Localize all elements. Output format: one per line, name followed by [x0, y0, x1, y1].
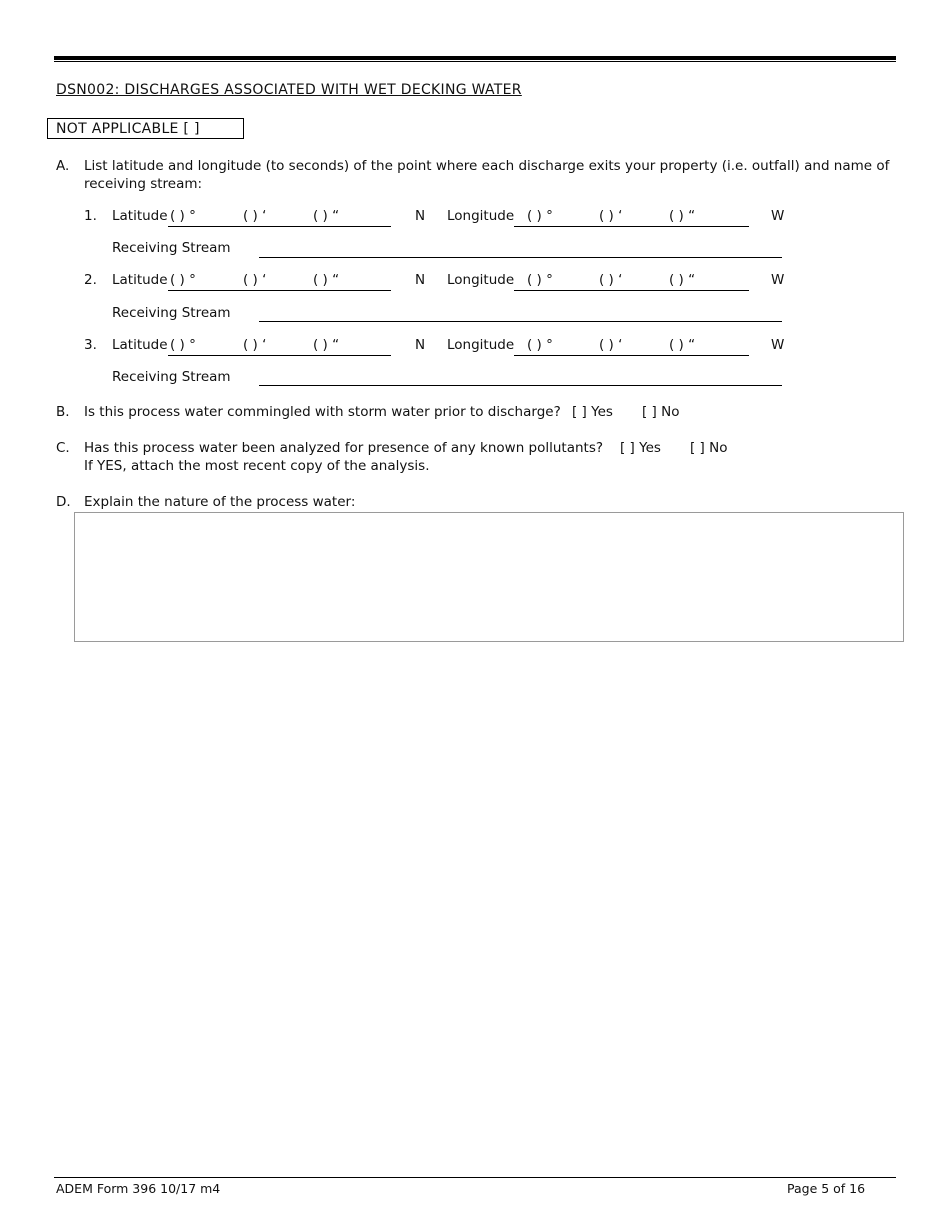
- longitude-minutes-field[interactable]: ( ) ‘: [599, 272, 623, 288]
- footer-rule: [54, 1177, 896, 1178]
- longitude-label: Longitude: [447, 337, 515, 353]
- latitude-hemisphere: N: [415, 337, 426, 353]
- latitude-minutes-field[interactable]: ( ) ‘: [243, 208, 267, 224]
- question-c-yes-checkbox[interactable]: [ ] Yes: [620, 440, 661, 456]
- latitude-minutes-field[interactable]: ( ) ‘: [243, 272, 267, 288]
- footer-page-number: Page 5 of 16: [787, 1181, 866, 1196]
- question-b-text: Is this process water commingled with storm water prior to discharge?: [84, 404, 561, 420]
- top-rule-thick: [54, 56, 896, 60]
- receiving-stream-label: Receiving Stream: [112, 305, 231, 321]
- longitude-seconds-field[interactable]: ( ) “: [669, 272, 696, 288]
- latitude-underline: [168, 226, 391, 227]
- longitude-label: Longitude: [447, 272, 515, 288]
- not-applicable-label: NOT APPLICABLE [ ]: [56, 121, 200, 137]
- section-title: DSN002: DISCHARGES ASSOCIATED WITH WET DECKING WATER: [56, 82, 522, 98]
- latitude-label: Latitude: [112, 272, 168, 288]
- latitude-label: Latitude: [112, 337, 168, 353]
- latitude-seconds-field[interactable]: ( ) “: [313, 272, 340, 288]
- entry-number: 2.: [84, 272, 97, 288]
- question-a-letter: A.: [56, 158, 70, 174]
- question-c-no-checkbox[interactable]: [ ] No: [690, 440, 728, 456]
- latitude-degrees-field[interactable]: ( ) °: [170, 208, 196, 224]
- longitude-minutes-field[interactable]: ( ) ‘: [599, 208, 623, 224]
- latitude-seconds-field[interactable]: ( ) “: [313, 208, 340, 224]
- longitude-hemisphere: W: [771, 208, 785, 224]
- latitude-degrees-field[interactable]: ( ) °: [170, 272, 196, 288]
- process-water-explanation-textarea[interactable]: [74, 512, 904, 642]
- longitude-seconds-field[interactable]: ( ) “: [669, 337, 696, 353]
- question-c-note: If YES, attach the most recent copy of the analysis.: [84, 458, 430, 474]
- question-d-letter: D.: [56, 494, 71, 510]
- latitude-hemisphere: N: [415, 208, 426, 224]
- question-b-letter: B.: [56, 404, 70, 420]
- longitude-hemisphere: W: [771, 272, 785, 288]
- receiving-stream-label: Receiving Stream: [112, 369, 231, 385]
- latitude-underline: [168, 290, 391, 291]
- longitude-underline: [514, 290, 749, 291]
- longitude-seconds-field[interactable]: ( ) “: [669, 208, 696, 224]
- longitude-underline: [514, 355, 749, 356]
- latitude-hemisphere: N: [415, 272, 426, 288]
- question-a-text-line1: List latitude and longitude (to seconds) of the point where each discharge exits your property (i.e. outfall) and name of: [84, 158, 890, 174]
- longitude-minutes-field[interactable]: ( ) ‘: [599, 337, 623, 353]
- not-applicable-checkbox[interactable]: [47, 118, 244, 139]
- longitude-label: Longitude: [447, 208, 515, 224]
- question-c-text: Has this process water been analyzed for presence of any known pollutants?: [84, 440, 604, 456]
- entry-number: 3.: [84, 337, 97, 353]
- question-c-letter: C.: [56, 440, 70, 456]
- footer-form-id: ADEM Form 396 10/17 m4: [56, 1181, 221, 1196]
- latitude-seconds-field[interactable]: ( ) “: [313, 337, 340, 353]
- question-d-text: Explain the nature of the process water:: [84, 494, 356, 510]
- longitude-degrees-field[interactable]: ( ) °: [527, 337, 553, 353]
- longitude-degrees-field[interactable]: ( ) °: [527, 208, 553, 224]
- question-a-text-line2: receiving stream:: [84, 176, 203, 192]
- top-rule-thin: [54, 61, 896, 62]
- receiving-stream-field[interactable]: [259, 257, 782, 258]
- latitude-label: Latitude: [112, 208, 168, 224]
- entry-number: 1.: [84, 208, 97, 224]
- receiving-stream-field[interactable]: [259, 321, 782, 322]
- receiving-stream-label: Receiving Stream: [112, 240, 231, 256]
- longitude-hemisphere: W: [771, 337, 785, 353]
- latitude-underline: [168, 355, 391, 356]
- receiving-stream-field[interactable]: [259, 385, 782, 386]
- question-b-no-checkbox[interactable]: [ ] No: [642, 404, 680, 420]
- longitude-degrees-field[interactable]: ( ) °: [527, 272, 553, 288]
- latitude-minutes-field[interactable]: ( ) ‘: [243, 337, 267, 353]
- longitude-underline: [514, 226, 749, 227]
- latitude-degrees-field[interactable]: ( ) °: [170, 337, 196, 353]
- question-b-yes-checkbox[interactable]: [ ] Yes: [572, 404, 613, 420]
